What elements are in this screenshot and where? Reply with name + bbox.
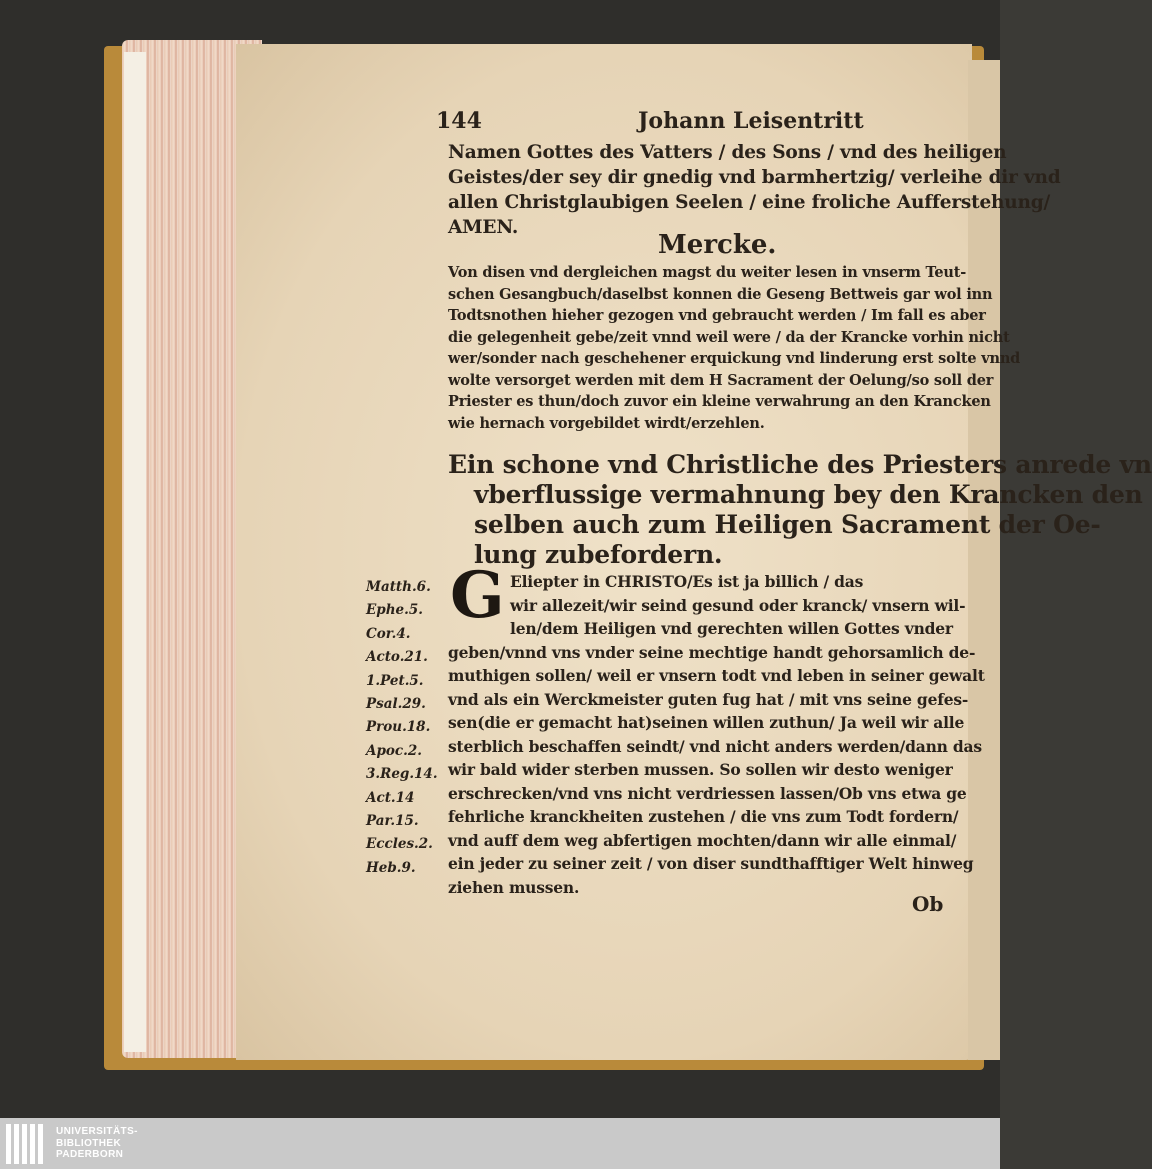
text-line: len/dem Heiligen vnd gerechten willen Gottes vnder bbox=[510, 619, 953, 638]
library-name-line: UNIVERSITÄTS- bbox=[56, 1126, 138, 1137]
footer-bar bbox=[0, 1118, 1000, 1169]
drop-capital: G bbox=[450, 558, 505, 633]
text-line: AMEN. bbox=[448, 217, 519, 238]
text-line: muthigen sollen/ weil er vnsern todt vnd leben in seiner gewalt bbox=[448, 666, 985, 685]
marginal-references bbox=[366, 576, 446, 880]
library-name-line: BIBLIOTHEK bbox=[56, 1137, 122, 1149]
margin-reference: Cor.4. bbox=[366, 625, 411, 642]
margin-reference: Eccles.2. bbox=[366, 836, 433, 853]
university-logo-bars-icon bbox=[6, 1124, 50, 1164]
running-title: Johann Leisentritt bbox=[638, 108, 864, 134]
chapter-title bbox=[448, 450, 1152, 570]
title-line: lung zubefordern. bbox=[474, 540, 723, 569]
title-line: Ein schone vnd Christliche des Priesters anrede vn bbox=[448, 450, 1152, 479]
text-line: geben/vnnd vns vnder seine mechtige handt gehorsamlich de- bbox=[448, 642, 976, 662]
margin-reference: Psal.29. bbox=[366, 695, 426, 712]
text-line: schen Gesangbuch/daselbst konnen die Geseng Bettweis gar wol inn bbox=[448, 285, 993, 303]
title-line: selben auch zum Heiligen Sacrament der Oe- bbox=[474, 510, 1101, 539]
margin-reference: Acto.21. bbox=[366, 649, 428, 666]
library-name bbox=[56, 1126, 138, 1161]
margin-reference: Par.15. bbox=[366, 812, 419, 829]
text-line: wir allezeit/wir seind gesund oder kranck/ vnsern wil- bbox=[510, 595, 966, 615]
margin-reference: Heb.9. bbox=[366, 859, 416, 876]
text-line: Von disen vnd dergleichen magst du weiter lesen in vnserm Teut- bbox=[448, 264, 967, 281]
margin-reference: 1.Pet.5. bbox=[366, 672, 424, 689]
title-line: vberflussige vermahnung bey den Krancken den bbox=[474, 480, 1143, 509]
text-line: Priester es thun/doch zuvor ein kleine verwahrung an den Krancken bbox=[448, 393, 991, 410]
body-paragraph bbox=[448, 570, 985, 899]
text-line: ein jeder zu seiner zeit / von diser sundthafftiger Welt hinweg bbox=[448, 854, 974, 873]
page-number: 144 bbox=[436, 108, 482, 134]
catchword: Ob bbox=[912, 892, 944, 916]
text-line: ziehen mussen. bbox=[448, 877, 580, 897]
text-line: vnd als ein Werckmeister guten fug hat / mit vns seine gefes- bbox=[448, 689, 969, 709]
text-line: Todtsnothen hieher gezogen vnd gebraucht werden / Im fall es aber bbox=[448, 307, 986, 324]
text-line: allen Christglaubigen Seelen / eine froliche Aufferstehung/ bbox=[448, 192, 1051, 213]
text-line: sen(die er gemacht hat)seinen willen zuthun/ Ja weil wir alle bbox=[448, 713, 965, 732]
margin-reference: 3.Reg.14. bbox=[366, 766, 438, 783]
merke-paragraph bbox=[448, 262, 1021, 434]
text-line: sterblich beschaffen seindt/ vnd nicht anders werden/dann das bbox=[448, 736, 982, 756]
text-line: wie hernach vorgebildet wirdt/erzehlen. bbox=[448, 414, 765, 432]
margin-reference: Prou.18. bbox=[366, 719, 431, 736]
text-line: Geistes/der sey dir gnedig vnd barmhertzig/ verleihe dir vnd bbox=[448, 167, 1061, 188]
intro-paragraph bbox=[448, 140, 1061, 240]
margin-reference: Matth.6. bbox=[366, 579, 431, 595]
text-line: erschrecken/vnd vns nicht verdriessen lassen/Ob vns etwa ge bbox=[448, 783, 967, 803]
text-line: vnd auff dem weg abfertigen mochten/dann wir alle einmal/ bbox=[448, 830, 957, 850]
margin-reference: Act.14 bbox=[366, 789, 415, 806]
text-line: wir bald wider sterben mussen. So sollen wir desto weniger bbox=[448, 760, 953, 779]
text-line: wolte versorget werden mit dem H Sacrament der Oelung/so soll der bbox=[448, 371, 994, 389]
margin-reference: Apoc.2. bbox=[366, 742, 422, 759]
library-name-line: PADERBORN bbox=[56, 1149, 124, 1160]
text-line: wer/sonder nach geschehener erquickung vnd linderung erst solte vnnd bbox=[448, 350, 1021, 367]
text-line: fehrliche kranckheiten zustehen / die vns zum Todt fordern/ bbox=[448, 807, 959, 826]
text-line: die gelegenheit gebe/zeit vnnd weil were / da der Krancke vorhin nicht bbox=[448, 328, 1010, 346]
section-heading-text: Mercke. bbox=[658, 230, 777, 260]
text-line: Eliepter in CHRISTO/Es ist ja billich / das bbox=[510, 572, 864, 591]
text-line: Namen Gottes des Vatters / des Sons / vnd des heiligen bbox=[448, 142, 1007, 163]
margin-reference: Ephe.5. bbox=[366, 602, 423, 619]
